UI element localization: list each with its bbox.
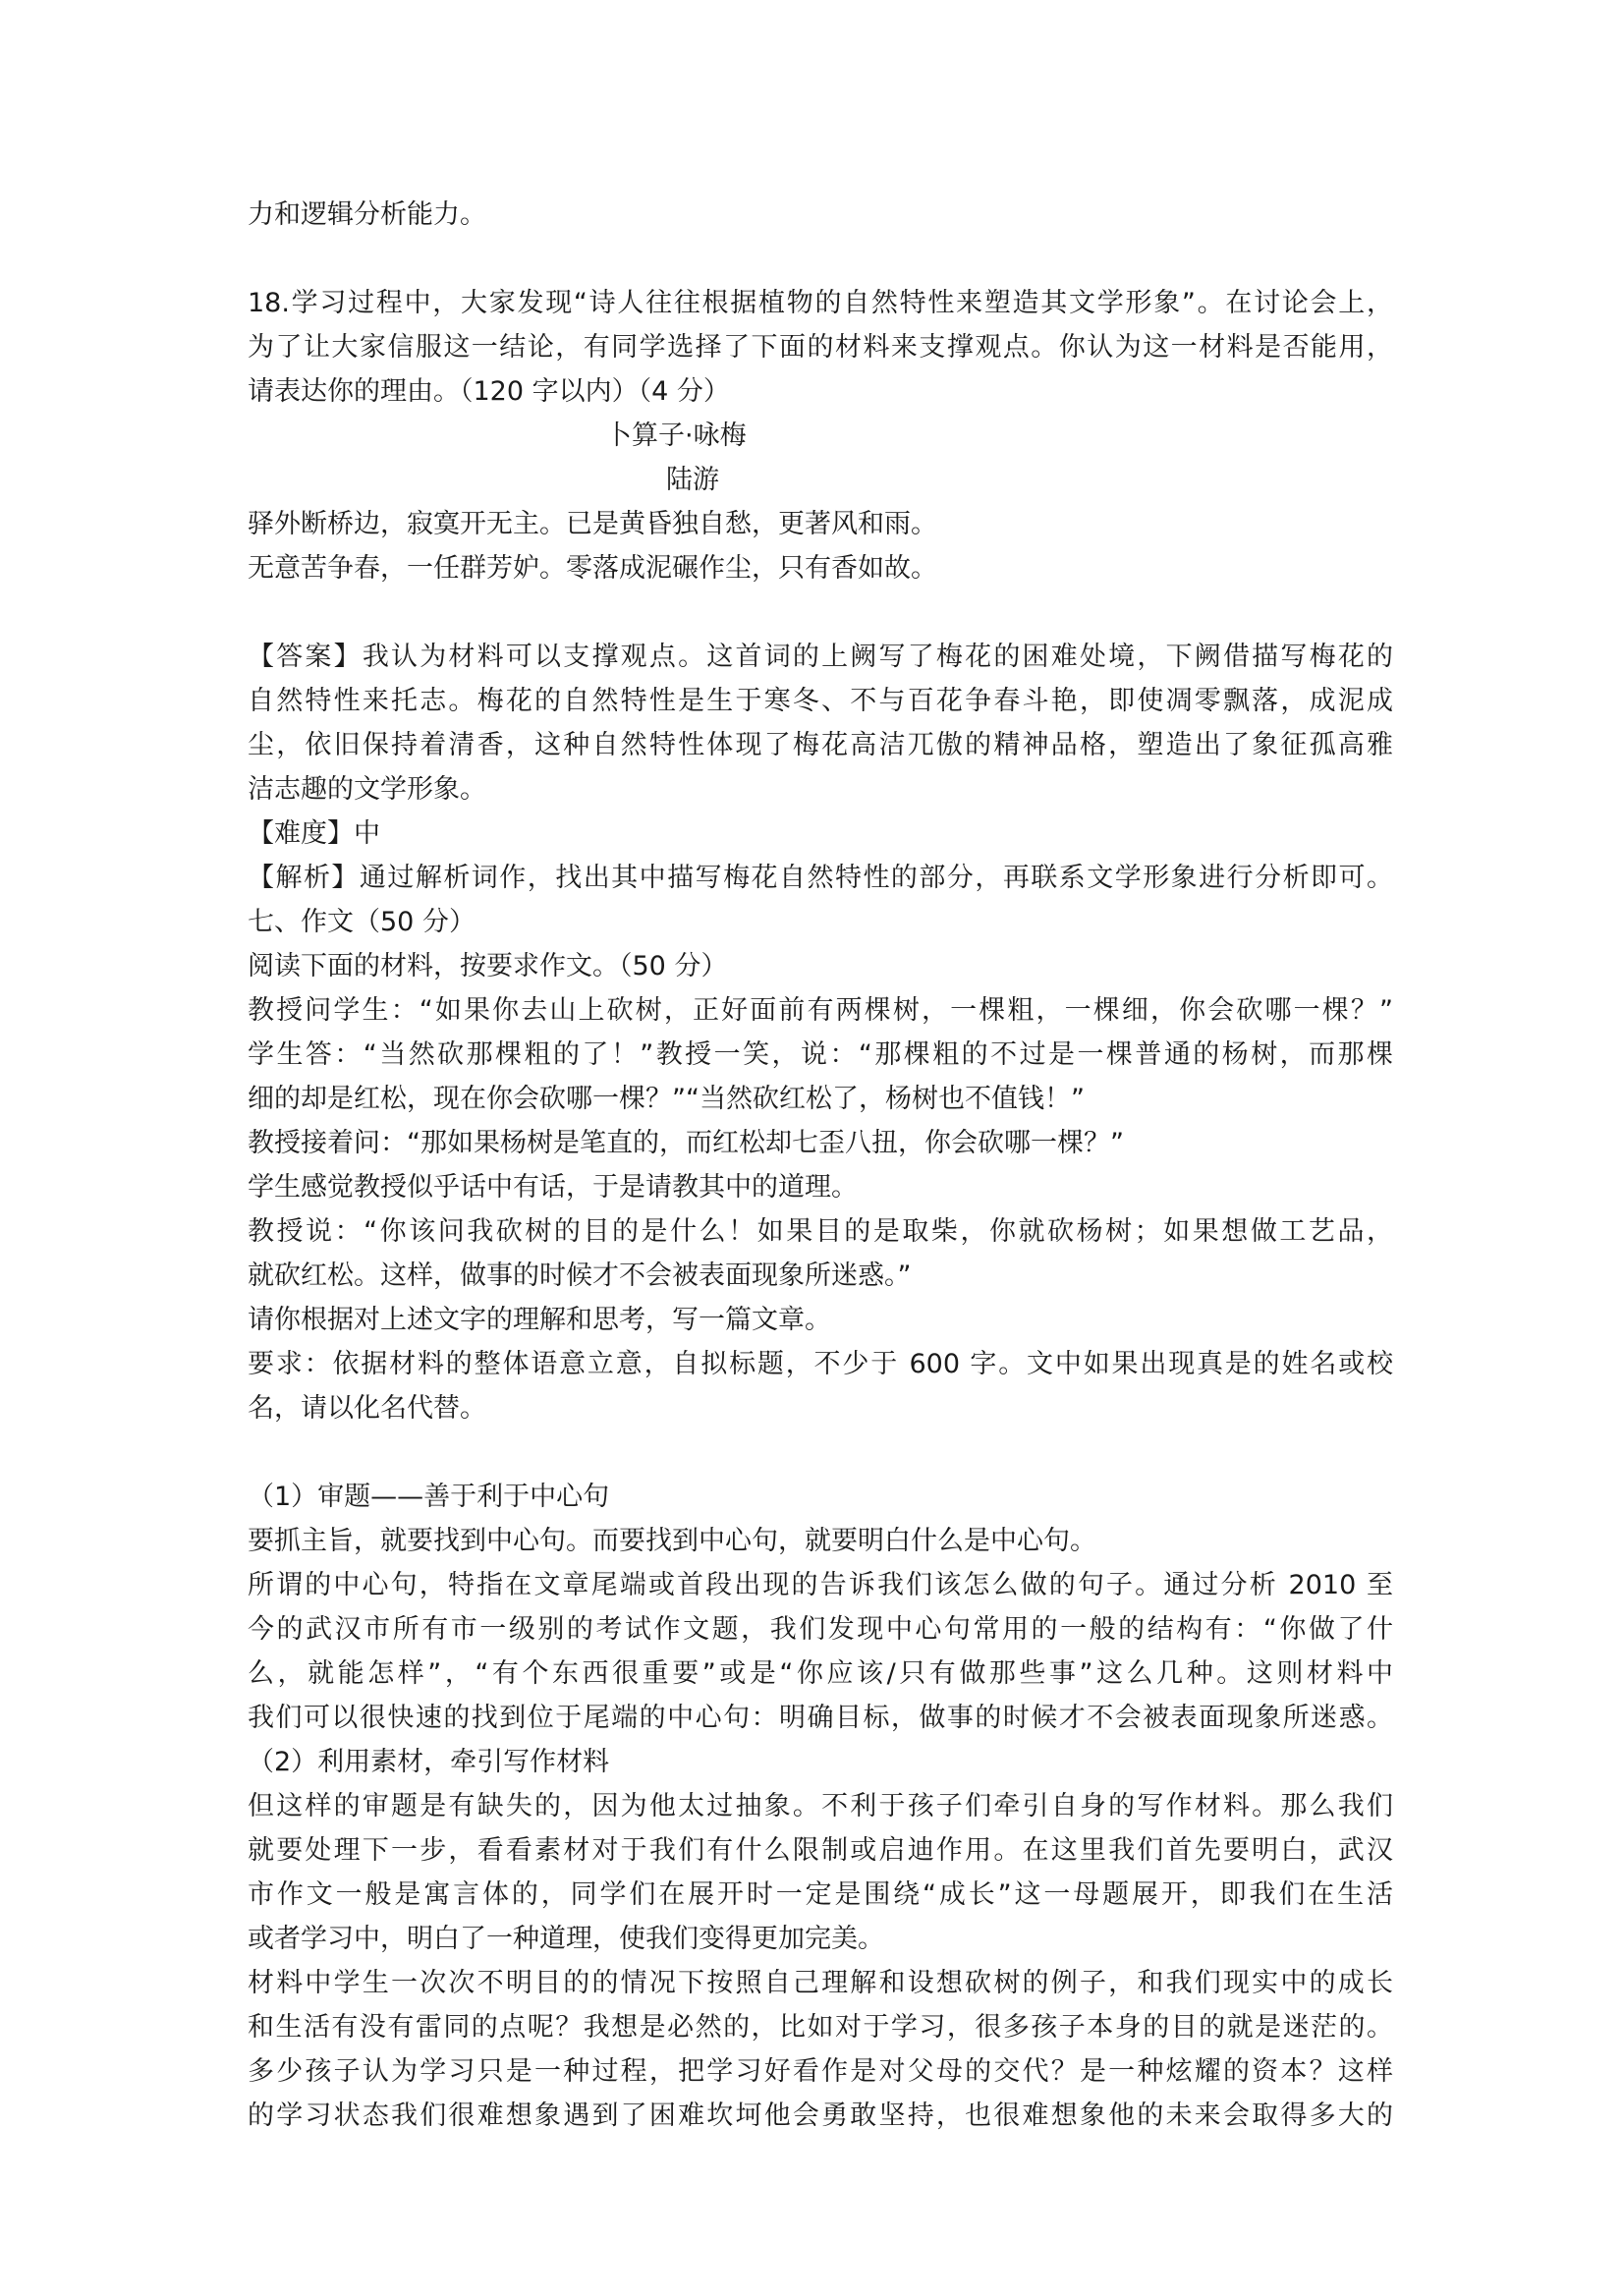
question-line: 请表达你的理由。（120 字以内）（4 分） [248, 376, 730, 407]
poem-line: 无意苦争春，一任群芳妒。零落成泥碾作尘，只有香如故。 [248, 553, 937, 584]
guide-line: 今的武汉市所有市一级别的考试作文题，我们发现中心句常用的一般的结构有：“你做了什 [248, 1614, 1393, 1645]
document-page [248, 193, 1393, 2138]
spacer [248, 237, 1393, 281]
essay-block [248, 900, 1393, 1430]
guide-line: 多少孩子认为学习只是一种过程，把学习好看作是对父母的交代？是一种炫耀的资本？这样 [248, 2056, 1393, 2087]
essay-heading: 七、作文（50 分） [248, 907, 476, 937]
section-title: （1）审题——善于利于中心句 [248, 1482, 610, 1512]
material-line: 教授问学生：“如果你去山上砍树，正好面前有两棵树，一棵粗，一棵细，你会砍哪一棵？” [248, 995, 1393, 1026]
material-line: 教授接着问：“那如果杨树是笔直的，而红松却七歪八扭，你会砍哪一棵？” [248, 1128, 1124, 1158]
material-line: 要求：依据材料的整体语意立意，自拟标题，不少于 600 字。文中如果出现真是的姓名或校 [248, 1349, 1393, 1379]
analysis-line: 【解析】通过解析词作，找出其中描写梅花自然特性的部分，再联系文学形象进行分析即可。 [248, 863, 1393, 893]
poem-line: 驿外断桥边，寂寞开无主。已是黄昏独自愁，更著风和雨。 [248, 509, 937, 539]
guide-line: 市作文一般是寓言体的，同学们在展开时一定是围绕“成长”这一母题展开，即我们在生活 [248, 1879, 1393, 1910]
guide-line: 但这样的审题是有缺失的，因为他太过抽象。不利于孩子们牵引自身的写作材料。那么我们 [248, 1791, 1393, 1821]
poem-author: 陆游 [666, 465, 719, 495]
guide-line: 和生活有没有雷同的点呢？我想是必然的，比如对于学习，很多孩子本身的目的就是迷茫的。 [248, 2012, 1393, 2043]
guide-line: 材料中学生一次次不明目的的情况下按照自己理解和设想砍树的例子，和我们现实中的成长 [248, 1968, 1393, 1998]
material-line: 请你根据对上述文字的理解和思考，写一篇文章。 [248, 1305, 831, 1335]
spacer [248, 1430, 1393, 1475]
guide-line: 所谓的中心句，特指在文章尾端或首段出现的告诉我们该怎么做的句子。通过分析 2010 至 [248, 1570, 1393, 1600]
intro-tail: 力和逻辑分析能力。 [248, 199, 486, 230]
difficulty-label: 【难度】中 [248, 818, 380, 849]
material-line: 教授说：“你该问我砍树的目的是什么！如果目的是取柴，你就砍杨树；如果想做工艺品， [248, 1216, 1393, 1247]
guide-block [248, 1475, 1393, 2138]
section-title: （2）利用素材，牵引写作材料 [248, 1747, 610, 1777]
poem-title: 卜算子·咏梅 [605, 420, 747, 451]
guide-line: 么，就能怎样”，“有个东西很重要”或是“你应该/只有做那些事”这么几种。这则材料中 [248, 1658, 1393, 1689]
material-line: 名，请以化名代替。 [248, 1393, 486, 1424]
answer-line: 尘，依旧保持着清香，这种自然特性体现了梅花高洁兀傲的精神品格，塑造出了象征孤高雅 [248, 730, 1393, 760]
material-line: 就砍红松。这样，做事的时候才不会被表面现象所迷惑。” [248, 1260, 912, 1291]
answer-block [248, 635, 1393, 900]
answer-line: 洁志趣的文学形象。 [248, 774, 486, 805]
question-line: 18.学习过程中，大家发现“诗人往往根据植物的自然特性来塑造其文学形象”。在讨论会上， [248, 288, 1393, 318]
guide-line: 要抓主旨，就要找到中心句。而要找到中心句，就要明白什么是中心句。 [248, 1526, 1096, 1556]
question-line: 为了让大家信服这一结论，有同学选择了下面的材料来支撑观点。你认为这一材料是否能用， [248, 332, 1393, 363]
guide-line: 的学习状态我们很难想象遇到了困难坎坷他会勇敢坚持，也很难想象他的未来会取得多大的 [248, 2100, 1393, 2131]
material-line: 学生答：“当然砍那棵粗的了！”教授一笑，说：“那棵粗的不过是一棵普通的杨树，而那棵 [248, 1039, 1393, 1070]
guide-line: 我们可以很快速的找到位于尾端的中心句：明确目标，做事的时候才不会被表面现象所迷惑。 [248, 1703, 1393, 1733]
essay-prompt: 阅读下面的材料，按要求作文。（50 分） [248, 951, 728, 981]
guide-line: 就要处理下一步，看看素材对于我们有什么限制或启迪作用。在这里我们首先要明白，武汉 [248, 1835, 1393, 1866]
guide-line: 或者学习中，明白了一种道理，使我们变得更加完美。 [248, 1924, 884, 1954]
question-18 [248, 281, 1393, 590]
answer-line: 【答案】我认为材料可以支撑观点。这首词的上阙写了梅花的困难处境，下阙借描写梅花的 [248, 642, 1393, 672]
answer-line: 自然特性来托志。梅花的自然特性是生于寒冬、不与百花争春斗艳，即使凋零飘落，成泥成 [248, 686, 1393, 716]
material-line: 学生感觉教授似乎话中有话，于是请教其中的道理。 [248, 1172, 858, 1203]
spacer [248, 590, 1393, 635]
material-line: 细的却是红松，现在你会砍哪一棵？”“当然砍红松了，杨树也不值钱！” [248, 1084, 1085, 1114]
